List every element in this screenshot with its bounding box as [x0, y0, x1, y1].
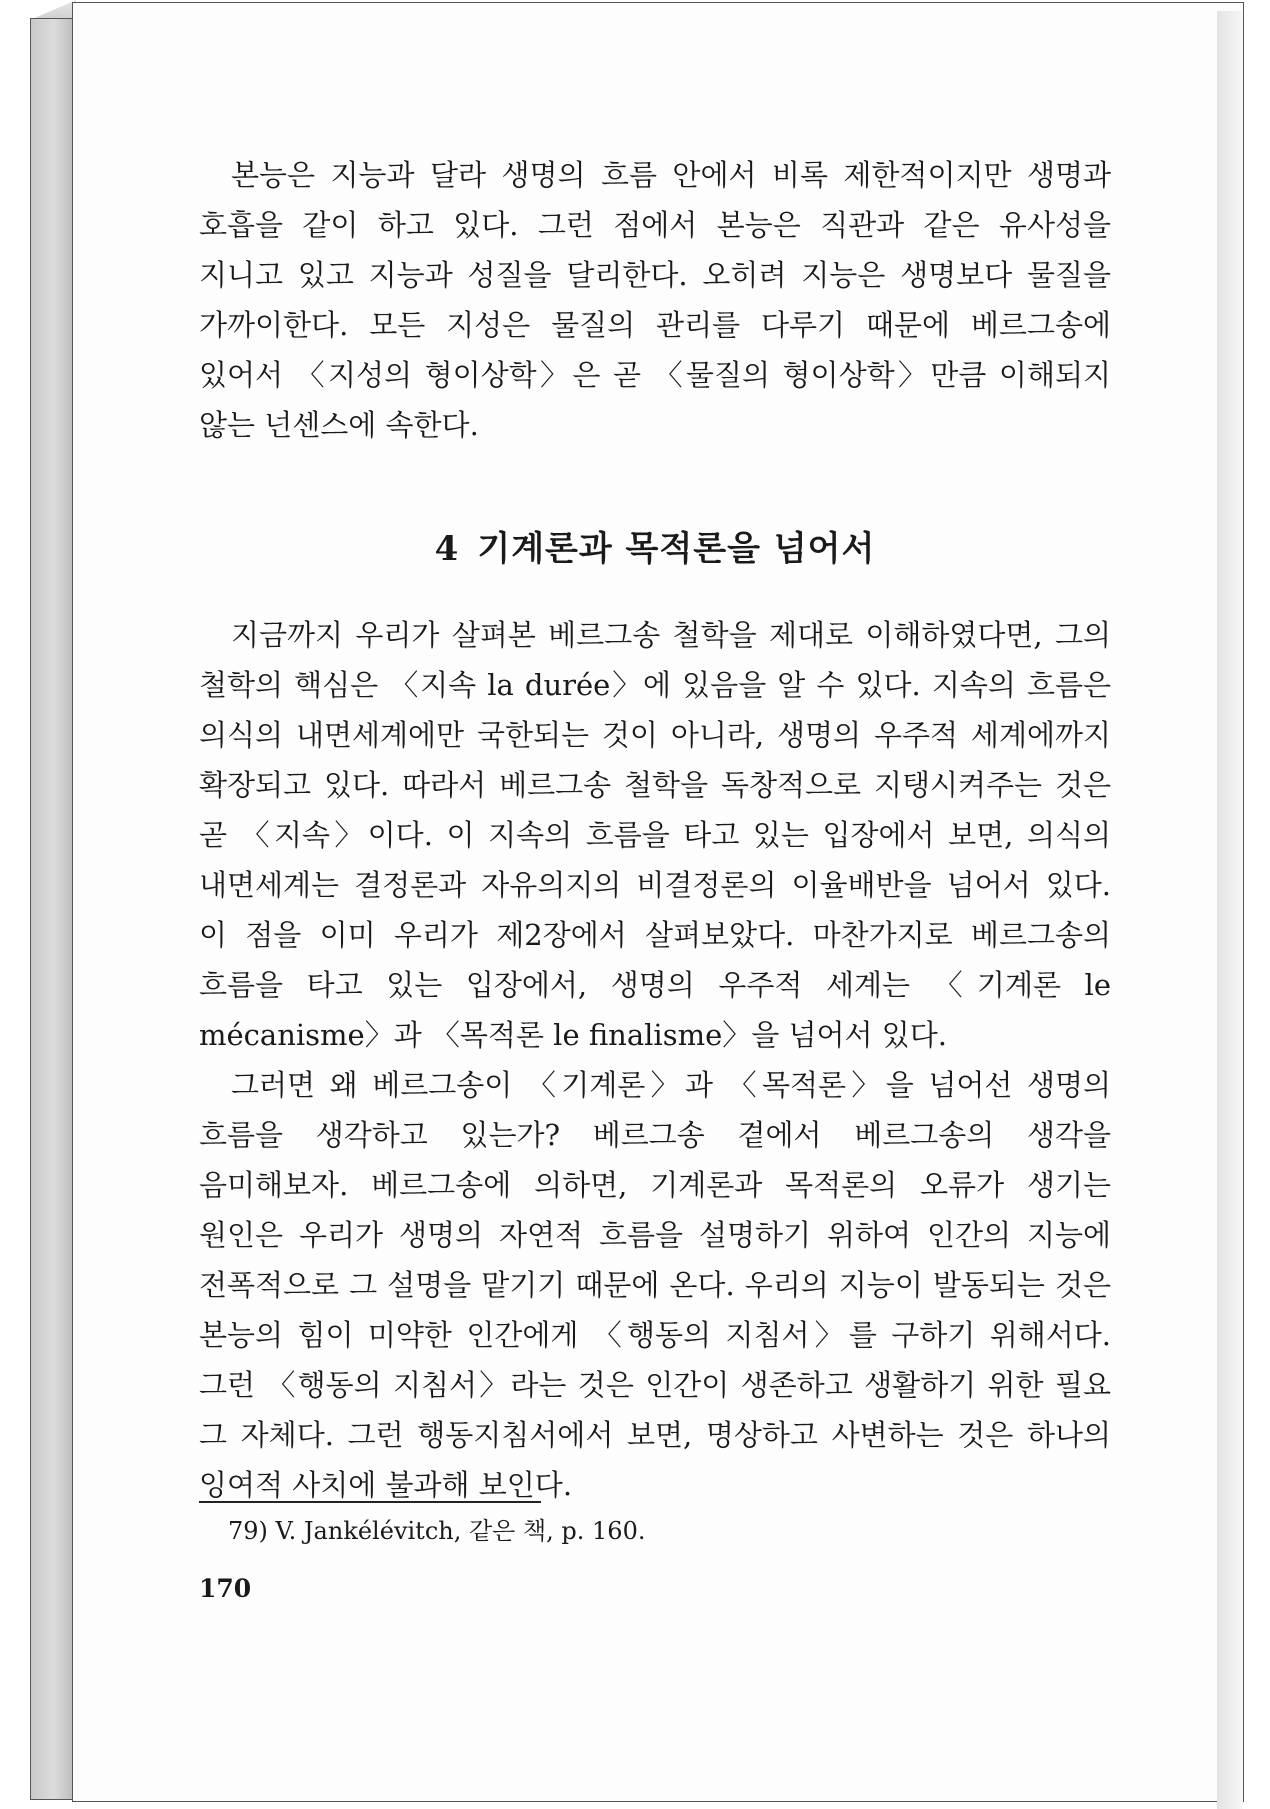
book-spine-top — [30, 0, 76, 20]
section-title: 기계론과 목적론을 넘어서 — [477, 529, 876, 569]
page-number: 170 — [199, 1574, 252, 1603]
page-edge-shadow — [1217, 11, 1243, 1809]
footnote: 79) V. Jankélévitch, 같은 책, p. 160. — [228, 1517, 646, 1545]
paragraph-mechanism-finalism: 그러면 왜 베르그송이 〈기계론〉과 〈목적론〉을 넘어선 생명의 흐름을 생각하고 있는가? 베르그송 곁에서 베르그송의 생각을 음미해보자. 베르그송에 의하면, 기계론과 목적론의 오류가 생기는 원인은 우리가 생명의 자연적 흐름을 설명하기 위하여 인간의 지능에 전폭적으로 그 설명을 맡기기 때문에 온다. 우리의 지능이 발동되는 것은 본능의 힘이 미약한 인간에게 〈행동의 지침서〉를 구하기 위해서다. 그런 〈행동의 지침서〉라는 것은 인간이 생존하고 생활하기 위한 필요 그 자체다. 그런 행동지침서에서 보면, 명상하고 사변하는 것은 하나의 잉여적 사치에 불과해 보인다. — [199, 1068, 1111, 1502]
page-content — [199, 150, 1111, 1510]
section-heading — [199, 524, 1111, 574]
footnote-rule — [199, 1501, 541, 1503]
spacer — [199, 574, 1111, 610]
spacer — [199, 450, 1111, 524]
section-number: 4 — [434, 529, 460, 569]
paragraph-instinct: 본능은 지능과 달라 생명의 흐름 안에서 비록 제한적이지만 생명과 호흡을 같이 하고 있다. 그런 점에서 본능은 직관과 같은 유사성을 지니고 있고 지능과 성질을 달리한다. 오히려 지능은 생명보다 물질을 가까이한다. 모든 지성은 물질의 관리를 다루기 때문에 베르그송에 있어서 〈지성의 형이상학〉은 곧 〈물질의 형이상학〉만큼 이해되지 않는 넌센스에 속한다. — [199, 158, 1111, 442]
book-spine — [30, 18, 74, 1800]
paragraph-duration: 지금까지 우리가 살펴본 베르그송 철학을 제대로 이해하였다면, 그의 철학의 핵심은 〈지속 la durée〉에 있음을 알 수 있다. 지속의 흐름은 의식의 내면세계에만 국한되는 것이 아니라, 생명의 우주적 세계에까지 확장되고 있다. 따라서 베르그송 철학을 독창적으로 지탱시켜주는 것은 곧 〈지속〉이다. 이 지속의 흐름을 타고 있는 입장에서 보면, 의식의 내면세계는 결정론과 자유의지의 비결정론의 이율배반을 넘어서 있다. 이 점을 이미 우리가 제2장에서 살펴보았다. 마찬가지로 베르그송의 흐름을 타고 있는 입장에서, 생명의 우주적 세계는 〈기계론 le mécanisme〉과 〈목적론 le finalisme〉을 넘어서 있다. — [199, 618, 1111, 1052]
